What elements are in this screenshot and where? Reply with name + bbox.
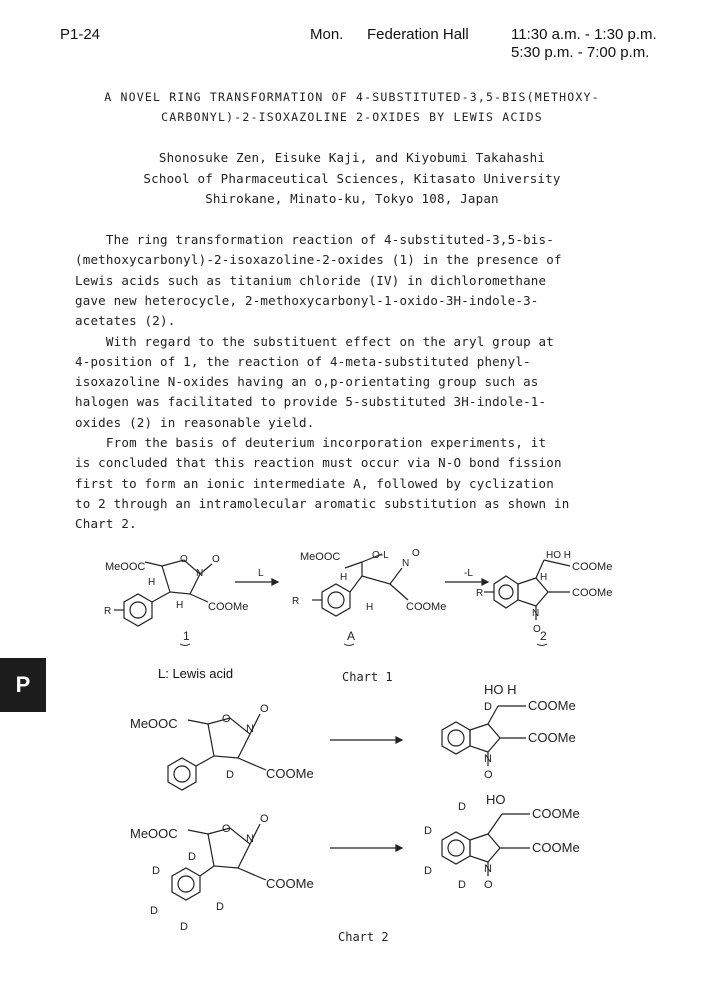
abstract-line: first to form an ionic intermediate A, followed by cyclization — [75, 475, 554, 491]
paper-title-line-1: A NOVEL RING TRANSFORMATION OF 4-SUBSTITUTED-3,5-BIS(METHOXY- — [104, 90, 600, 104]
arrow-1-label: L — [258, 568, 264, 579]
p2-d1: D — [458, 801, 466, 813]
c1-n: N — [196, 568, 204, 579]
abstract-line: isoxazoline N-oxides having an o,p-orientating group such as — [75, 374, 539, 390]
author-names: Shonosuke Zen, Eisuke Kaji, and Kiyobumi Takahashi — [158, 150, 546, 165]
r1-meooc: MeOOC — [130, 716, 178, 731]
indole-pyrrole-p1 — [470, 724, 500, 752]
p1-ho-h: HO H — [484, 682, 517, 697]
r2-d4: D — [180, 921, 188, 930]
c1-coome: COOMe — [208, 601, 249, 613]
p2-d3: D — [424, 865, 432, 877]
author-affiliation: School of Pharmaceutical Sciences, Kitasato University — [143, 171, 561, 186]
c2-r: R — [476, 588, 484, 599]
label-compound-2: 2 — [540, 629, 547, 643]
session-venue: Federation Hall — [367, 26, 469, 43]
p2-coome-1: COOMe — [532, 806, 580, 821]
session-code: P1-24 — [60, 26, 101, 43]
r2-d3: D — [150, 905, 158, 917]
r1-d: D — [226, 769, 234, 781]
label-compound-a: A — [347, 629, 356, 643]
paper-title-line-2: CARBONYL)-2-ISOXAZOLINE 2-OXIDES BY LEWIS ACIDS — [161, 110, 543, 124]
c2-o: O — [533, 624, 541, 635]
r2-n: N — [246, 833, 254, 845]
r1-ring-o: O — [222, 713, 231, 725]
arrow-2-label: -L — [464, 568, 473, 579]
abstract-line: From the basis of deuterium incorporation experiments, it — [75, 435, 547, 450]
abstract-line: Lewis acids such as titanium chloride (IV) in dichloromethane — [75, 272, 547, 288]
section-tab: P — [0, 658, 46, 712]
ca-coome: COOMe — [406, 601, 447, 613]
abstract-line: With regard to the substituent effect on the aryl group at — [75, 333, 554, 349]
abstract-line: halogen was facilitated to provide 5-substituted 3H-indole-1- — [75, 394, 547, 410]
indole-pyrrole-p2 — [470, 834, 500, 862]
c1-meooc: MeOOC — [105, 561, 146, 573]
phenyl-ring-a — [322, 584, 350, 616]
abstract-line: oxides (2) in reasonable yield. — [75, 414, 315, 430]
abstract-line: 4-position of 1, the reaction of 4-meta-substituted phenyl- — [75, 353, 531, 369]
c1-r: R — [104, 606, 112, 617]
chart-2-caption: Chart 2 — [338, 930, 389, 944]
abstract-line: is concluded that this reaction must occur via N-O bond fission — [75, 455, 562, 471]
ca-n: N — [402, 558, 410, 569]
r2-o: O — [260, 813, 269, 825]
lewis-acid-note: L: Lewis acid — [158, 666, 234, 681]
c1-h2: H — [176, 600, 184, 611]
session-time-1: 11:30 a.m. - 1:30 p.m. — [511, 26, 657, 43]
p2-o: O — [484, 879, 493, 891]
chart-1-caption: Chart 1 — [342, 670, 393, 684]
ca-r: R — [292, 596, 300, 607]
r2-coome: COOMe — [266, 876, 314, 891]
p2-d2: D — [424, 825, 432, 837]
indole-benzene-p1 — [442, 722, 470, 754]
ca-meooc: MeOOC — [300, 551, 341, 563]
abstract-line: (methoxycarbonyl)-2-isoxazoline-2-oxides (1) in the presence of — [75, 252, 562, 268]
c2-ho-h: HO H — [546, 550, 571, 561]
c2-coome-1: COOMe — [572, 561, 613, 573]
abstract-line: to 2 through an intramolecular aromatic substitution as shown in — [75, 495, 570, 511]
phenyl-ring-1 — [124, 594, 152, 626]
ca-o: O — [412, 548, 420, 559]
c1-o: O — [212, 554, 220, 565]
r2-meooc: MeOOC — [130, 826, 178, 841]
p2-d4: D — [458, 879, 466, 891]
r2-d1: D — [188, 851, 196, 863]
chart-1-scheme — [100, 540, 680, 680]
chart-2-scheme — [130, 680, 600, 930]
label-compound-1: 1 — [183, 629, 190, 643]
phenyl-ring-d5 — [172, 868, 200, 900]
c1-h1: H — [148, 577, 156, 588]
p1-d: D — [484, 701, 492, 713]
p2-coome-2: COOMe — [532, 840, 580, 855]
indole-benzene-p2 — [442, 832, 470, 864]
phenyl-ring-r1 — [168, 758, 196, 790]
r1-coome: COOMe — [266, 766, 314, 781]
ca-ol: O-L — [372, 550, 389, 561]
ca-h1: H — [340, 572, 348, 583]
abstract-line: Chart 2. — [75, 516, 137, 532]
p2-ho: HO — [486, 792, 506, 807]
author-address: Shirokane, Minato-ku, Tokyo 108, Japan — [205, 191, 499, 206]
c1-ring-o: O — [180, 554, 188, 565]
p1-coome-1: COOMe — [528, 698, 576, 713]
p1-coome-2: COOMe — [528, 730, 576, 745]
p2-n: N — [484, 863, 492, 875]
abstract-line: The ring transformation reaction of 4-substituted-3,5-bis- — [75, 232, 554, 247]
p1-n: N — [484, 753, 492, 765]
indole-benzene-2 — [494, 576, 518, 608]
session-time-2: 5:30 p.m. - 7:00 p.m. — [511, 44, 650, 61]
p1-o: O — [484, 769, 493, 781]
r1-o: O — [260, 703, 269, 715]
ca-h2: H — [366, 602, 374, 613]
isoxazoline-ring-1 — [162, 560, 200, 594]
r2-d5: D — [216, 901, 224, 913]
c2-n: N — [532, 608, 540, 619]
abstract-line: gave new heterocycle, 2-methoxycarbonyl-1-oxido-3H-indole-3- — [75, 292, 539, 308]
c2-h: H — [540, 572, 548, 583]
r2-ring-o: O — [222, 823, 231, 835]
r1-n: N — [246, 723, 254, 735]
abstract-line: acetates (2). — [75, 313, 176, 329]
c2-coome-2: COOMe — [572, 587, 613, 599]
r2-d2: D — [152, 865, 160, 877]
session-day: Mon. — [310, 26, 344, 43]
